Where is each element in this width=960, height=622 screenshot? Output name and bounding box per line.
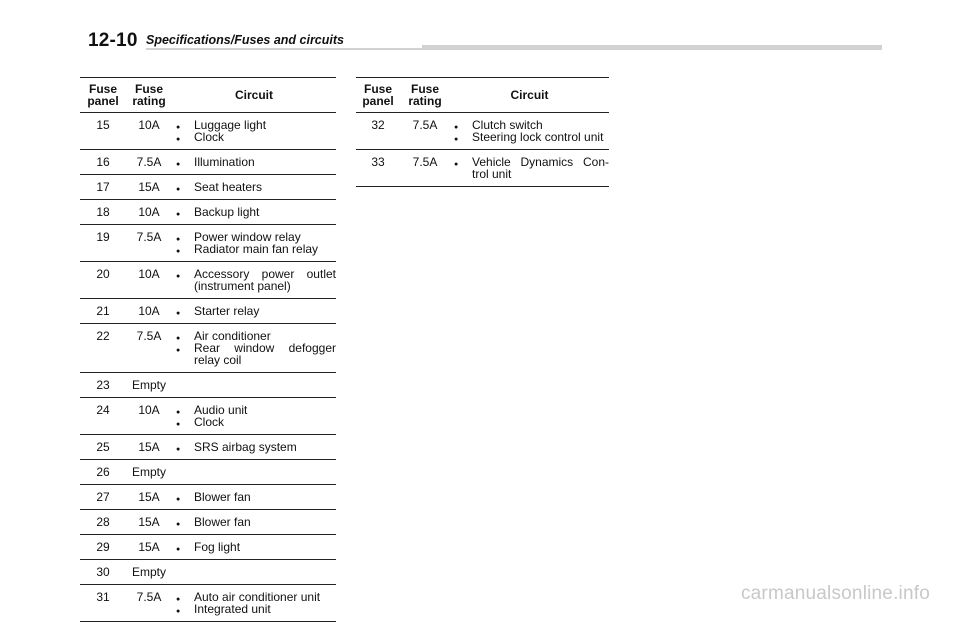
header-circuit: Circuit: [450, 78, 609, 113]
fuse-rating: 10A: [126, 299, 172, 324]
watermark: carmanualsonline.info: [740, 583, 930, 604]
table-row: [80, 398, 336, 435]
circuit-label: Clutch switch: [472, 118, 543, 132]
fuse-rating: 10A: [126, 262, 172, 299]
table-row: [80, 262, 336, 299]
fuse-rating: 10A: [126, 200, 172, 225]
fuse-panel-number: 31: [80, 585, 126, 622]
bullet-icon: ●: [176, 310, 181, 317]
circuit-label: Backup light: [194, 205, 260, 219]
bullet-icon: ●: [176, 161, 181, 168]
fuse-panel-number: 29: [80, 535, 126, 560]
bullet-icon: ●: [176, 521, 181, 528]
bullet-icon: ●: [176, 409, 181, 416]
circuit-item: [172, 305, 336, 317]
fuse-circuit-list: [172, 560, 336, 585]
circuit-item: [172, 541, 336, 553]
circuit-label: Fog light: [194, 540, 241, 554]
fuse-panel-number: 30: [80, 560, 126, 585]
fuse-circuit-list: [172, 535, 336, 560]
circuit-label: Starter relay: [194, 304, 260, 318]
fuse-rating: 10A: [126, 113, 172, 150]
header-fuse-rating: Fuse rating: [400, 78, 450, 113]
fuse-panel-number: 22: [80, 324, 126, 373]
fuse-panel-number: 20: [80, 262, 126, 299]
fuse-circuit-list: [172, 324, 336, 373]
circuit-label: Illumination: [194, 155, 255, 169]
circuit-label: Luggage light: [194, 118, 267, 132]
header-fuse-rating: Fuse rating: [126, 78, 172, 113]
fuse-rating: 7.5A: [126, 585, 172, 622]
circuit-label: Audio unit: [194, 403, 248, 417]
table-row: [356, 150, 609, 187]
circuit-label: Radiator main fan relay: [194, 242, 319, 256]
bullet-icon: ●: [176, 236, 181, 243]
bullet-icon: ●: [176, 596, 181, 603]
circuit-label: Clock: [194, 130, 225, 144]
circuit-item: [450, 131, 609, 143]
circuit-item: [172, 603, 336, 615]
fuse-rating: 7.5A: [126, 150, 172, 175]
fuse-circuit-list: [172, 398, 336, 435]
circuit-label: Steering lock control unit: [472, 130, 604, 144]
circuit-label: Air conditioner: [194, 329, 271, 343]
fuse-circuit-list: [172, 262, 336, 299]
table-row: [80, 113, 336, 150]
fuse-rating: 7.5A: [126, 225, 172, 262]
fuse-panel-number: 28: [80, 510, 126, 535]
bullet-icon: ●: [176, 211, 181, 218]
fuse-panel-number: 18: [80, 200, 126, 225]
circuit-label: Clock: [194, 415, 225, 429]
fuse-table-left: [80, 77, 336, 622]
circuit-item: [172, 342, 336, 366]
fuse-rating: 15A: [126, 485, 172, 510]
fuse-circuit-list: [172, 299, 336, 324]
bullet-icon: ●: [176, 335, 181, 342]
circuit-label: Vehicle Dynamics Con- trol unit: [472, 155, 609, 181]
table-row: [80, 460, 336, 485]
fuse-circuit-list: [172, 200, 336, 225]
fuse-rating: 15A: [126, 535, 172, 560]
fuse-panel-number: 33: [356, 150, 400, 187]
bullet-icon: ●: [176, 186, 181, 193]
fuse-rating: 7.5A: [400, 113, 450, 150]
fuse-panel-number: 16: [80, 150, 126, 175]
fuse-table-right: [356, 77, 609, 187]
fuse-rating: 15A: [126, 175, 172, 200]
circuit-item: [172, 131, 336, 143]
bullet-icon: ●: [176, 496, 181, 503]
fuse-rating: 10A: [126, 398, 172, 435]
fuse-circuit-list: [172, 373, 336, 398]
bullet-icon: ●: [176, 608, 181, 615]
circuit-label: Rear window defogger relay coil: [194, 341, 336, 367]
circuit-item: [172, 268, 336, 292]
section-title: Specifications/Fuses and circuits: [146, 33, 344, 47]
circuit-label: Blower fan: [194, 490, 251, 504]
circuit-label: Accessory power outlet (instrument panel): [194, 267, 336, 293]
fuse-panel-number: 17: [80, 175, 126, 200]
table-row: [80, 435, 336, 460]
circuit-label: Power window relay: [194, 230, 301, 244]
table-row: [356, 113, 609, 150]
fuse-rating: 15A: [126, 435, 172, 460]
bullet-icon: ●: [176, 136, 181, 143]
fuse-circuit-list: [450, 113, 609, 150]
table-row: [80, 175, 336, 200]
fuse-rating: Empty: [126, 560, 172, 585]
circuit-item: [172, 156, 336, 168]
table-header-row: [356, 78, 609, 113]
table-row: [80, 324, 336, 373]
table-row: [80, 299, 336, 324]
fuse-circuit-list: [172, 585, 336, 622]
fuse-rating: 15A: [126, 510, 172, 535]
table-row: [80, 200, 336, 225]
circuit-label: Blower fan: [194, 515, 251, 529]
table-row: [80, 560, 336, 585]
fuse-rating: Empty: [126, 373, 172, 398]
fuse-panel-number: 32: [356, 113, 400, 150]
circuit-item: [450, 156, 609, 180]
table-header-row: [80, 78, 336, 113]
bullet-icon: ●: [454, 124, 459, 131]
bullet-icon: ●: [454, 136, 459, 143]
bullet-icon: ●: [454, 161, 459, 168]
fuse-panel-number: 25: [80, 435, 126, 460]
fuse-rating: 7.5A: [126, 324, 172, 373]
circuit-label: Seat heaters: [194, 180, 263, 194]
circuit-label: Auto air conditioner unit: [194, 590, 321, 604]
table-row: [80, 485, 336, 510]
fuse-panel-number: 26: [80, 460, 126, 485]
circuit-item: [172, 491, 336, 503]
circuit-label: Integrated unit: [194, 602, 271, 616]
bullet-icon: ●: [176, 248, 181, 255]
table-row: [80, 225, 336, 262]
fuse-circuit-list: [172, 485, 336, 510]
bullet-icon: ●: [176, 546, 181, 553]
fuse-panel-number: 27: [80, 485, 126, 510]
fuse-panel-number: 24: [80, 398, 126, 435]
circuit-label: SRS airbag system: [194, 440, 297, 454]
fuse-circuit-list: [172, 175, 336, 200]
circuit-item: [172, 206, 336, 218]
table-row: [80, 373, 336, 398]
bullet-icon: ●: [176, 421, 181, 428]
table-row: [80, 150, 336, 175]
circuit-item: [172, 441, 336, 453]
fuse-rating: Empty: [126, 460, 172, 485]
fuse-panel-number: 19: [80, 225, 126, 262]
fuse-circuit-list: [450, 150, 609, 187]
fuse-circuit-list: [172, 510, 336, 535]
bullet-icon: ●: [176, 347, 181, 354]
circuit-item: [172, 516, 336, 528]
table-row: [80, 535, 336, 560]
bullet-icon: ●: [176, 446, 181, 453]
page-header: [88, 30, 882, 52]
fuse-circuit-list: [172, 225, 336, 262]
fuse-panel-number: 23: [80, 373, 126, 398]
fuse-panel-number: 15: [80, 113, 126, 150]
fuse-circuit-list: [172, 460, 336, 485]
header-fuse-panel: Fuse panel: [80, 78, 126, 113]
fuse-circuit-list: [172, 150, 336, 175]
header-circuit: Circuit: [172, 78, 336, 113]
circuit-item: [172, 181, 336, 193]
header-fuse-panel: Fuse panel: [356, 78, 400, 113]
fuse-panel-number: 21: [80, 299, 126, 324]
fuse-circuit-list: [172, 435, 336, 460]
table-row: [80, 585, 336, 622]
circuit-item: [172, 243, 336, 255]
table-row: [80, 510, 336, 535]
bullet-icon: ●: [176, 273, 181, 280]
circuit-item: [172, 416, 336, 428]
fuse-circuit-list: [172, 113, 336, 150]
bullet-icon: ●: [176, 124, 181, 131]
page-number: 12-10: [88, 30, 138, 51]
fuse-rating: 7.5A: [400, 150, 450, 187]
